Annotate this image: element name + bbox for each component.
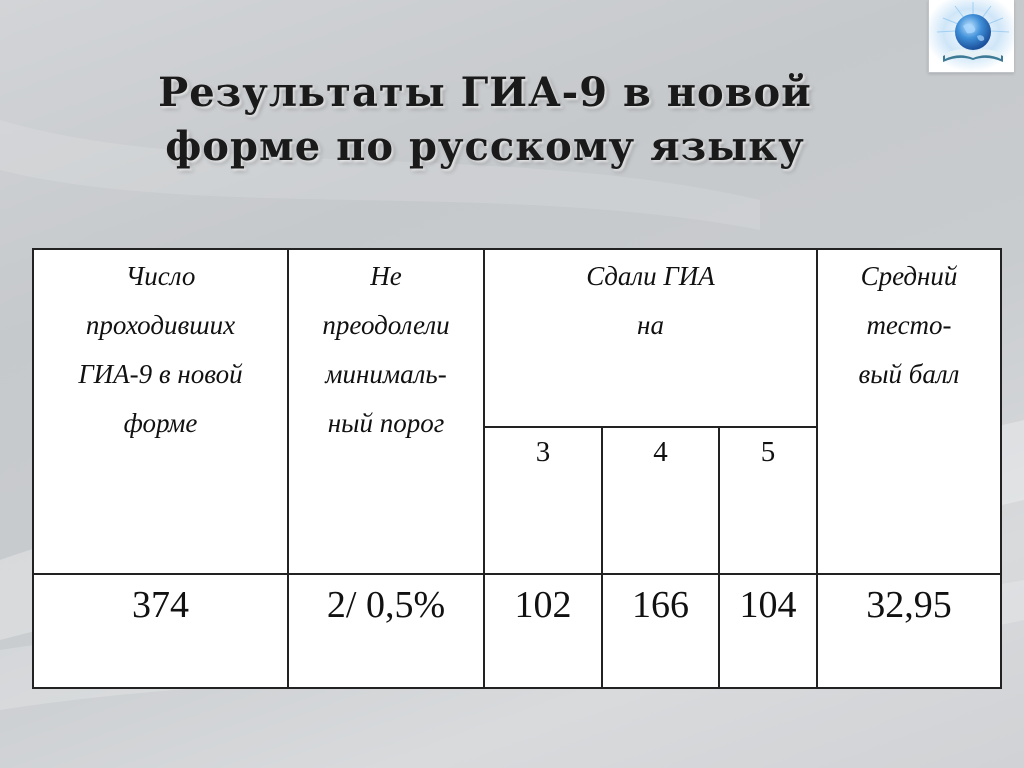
header-below-threshold-line-1: Не xyxy=(370,261,402,291)
header-passed-line-1: Сдали ГИА xyxy=(586,261,715,291)
grade-header-4: 4 xyxy=(602,427,719,574)
value-below-threshold: 2/ 0,5% xyxy=(288,574,484,688)
header-average xyxy=(817,249,1001,574)
value-average: 32,95 xyxy=(817,574,1001,688)
header-passed-line-2: на xyxy=(637,310,664,340)
globe-book-logo xyxy=(928,0,1014,73)
header-below-threshold-line-2: преодолели xyxy=(322,310,450,340)
header-participants-line-2: проходивших xyxy=(85,310,236,340)
header-passed xyxy=(484,249,817,427)
value-participants: 374 xyxy=(33,574,288,688)
globe-book-logo-icon xyxy=(929,0,1014,72)
header-participants-line-3: ГИА-9 в новой xyxy=(78,359,243,389)
header-participants-line-4: форме xyxy=(123,408,198,438)
header-below-threshold-line-4: ный порог xyxy=(327,408,445,438)
grade-header-3: 3 xyxy=(484,427,602,574)
header-below-threshold xyxy=(288,249,484,574)
value-grade-4: 166 xyxy=(602,574,719,688)
values-row xyxy=(33,574,1001,688)
results-table xyxy=(32,248,1002,689)
header-average-line-1: Средний xyxy=(860,261,958,291)
header-average-line-2: тесто- xyxy=(866,310,952,340)
slide-title-line-2: форме по русскому языку xyxy=(165,123,805,170)
grade-header-5: 5 xyxy=(719,427,817,574)
header-participants-line-1: Число xyxy=(125,261,196,291)
header-participants xyxy=(33,249,288,574)
value-grade-5: 104 xyxy=(719,574,817,688)
slide-title xyxy=(60,66,910,174)
header-average-line-3: вый балл xyxy=(858,359,960,389)
header-below-threshold-line-3: минималь- xyxy=(325,359,447,389)
slide-title-line-1: Результаты ГИА-9 в новой xyxy=(158,69,812,116)
header-row xyxy=(33,249,1001,427)
value-grade-3: 102 xyxy=(484,574,602,688)
